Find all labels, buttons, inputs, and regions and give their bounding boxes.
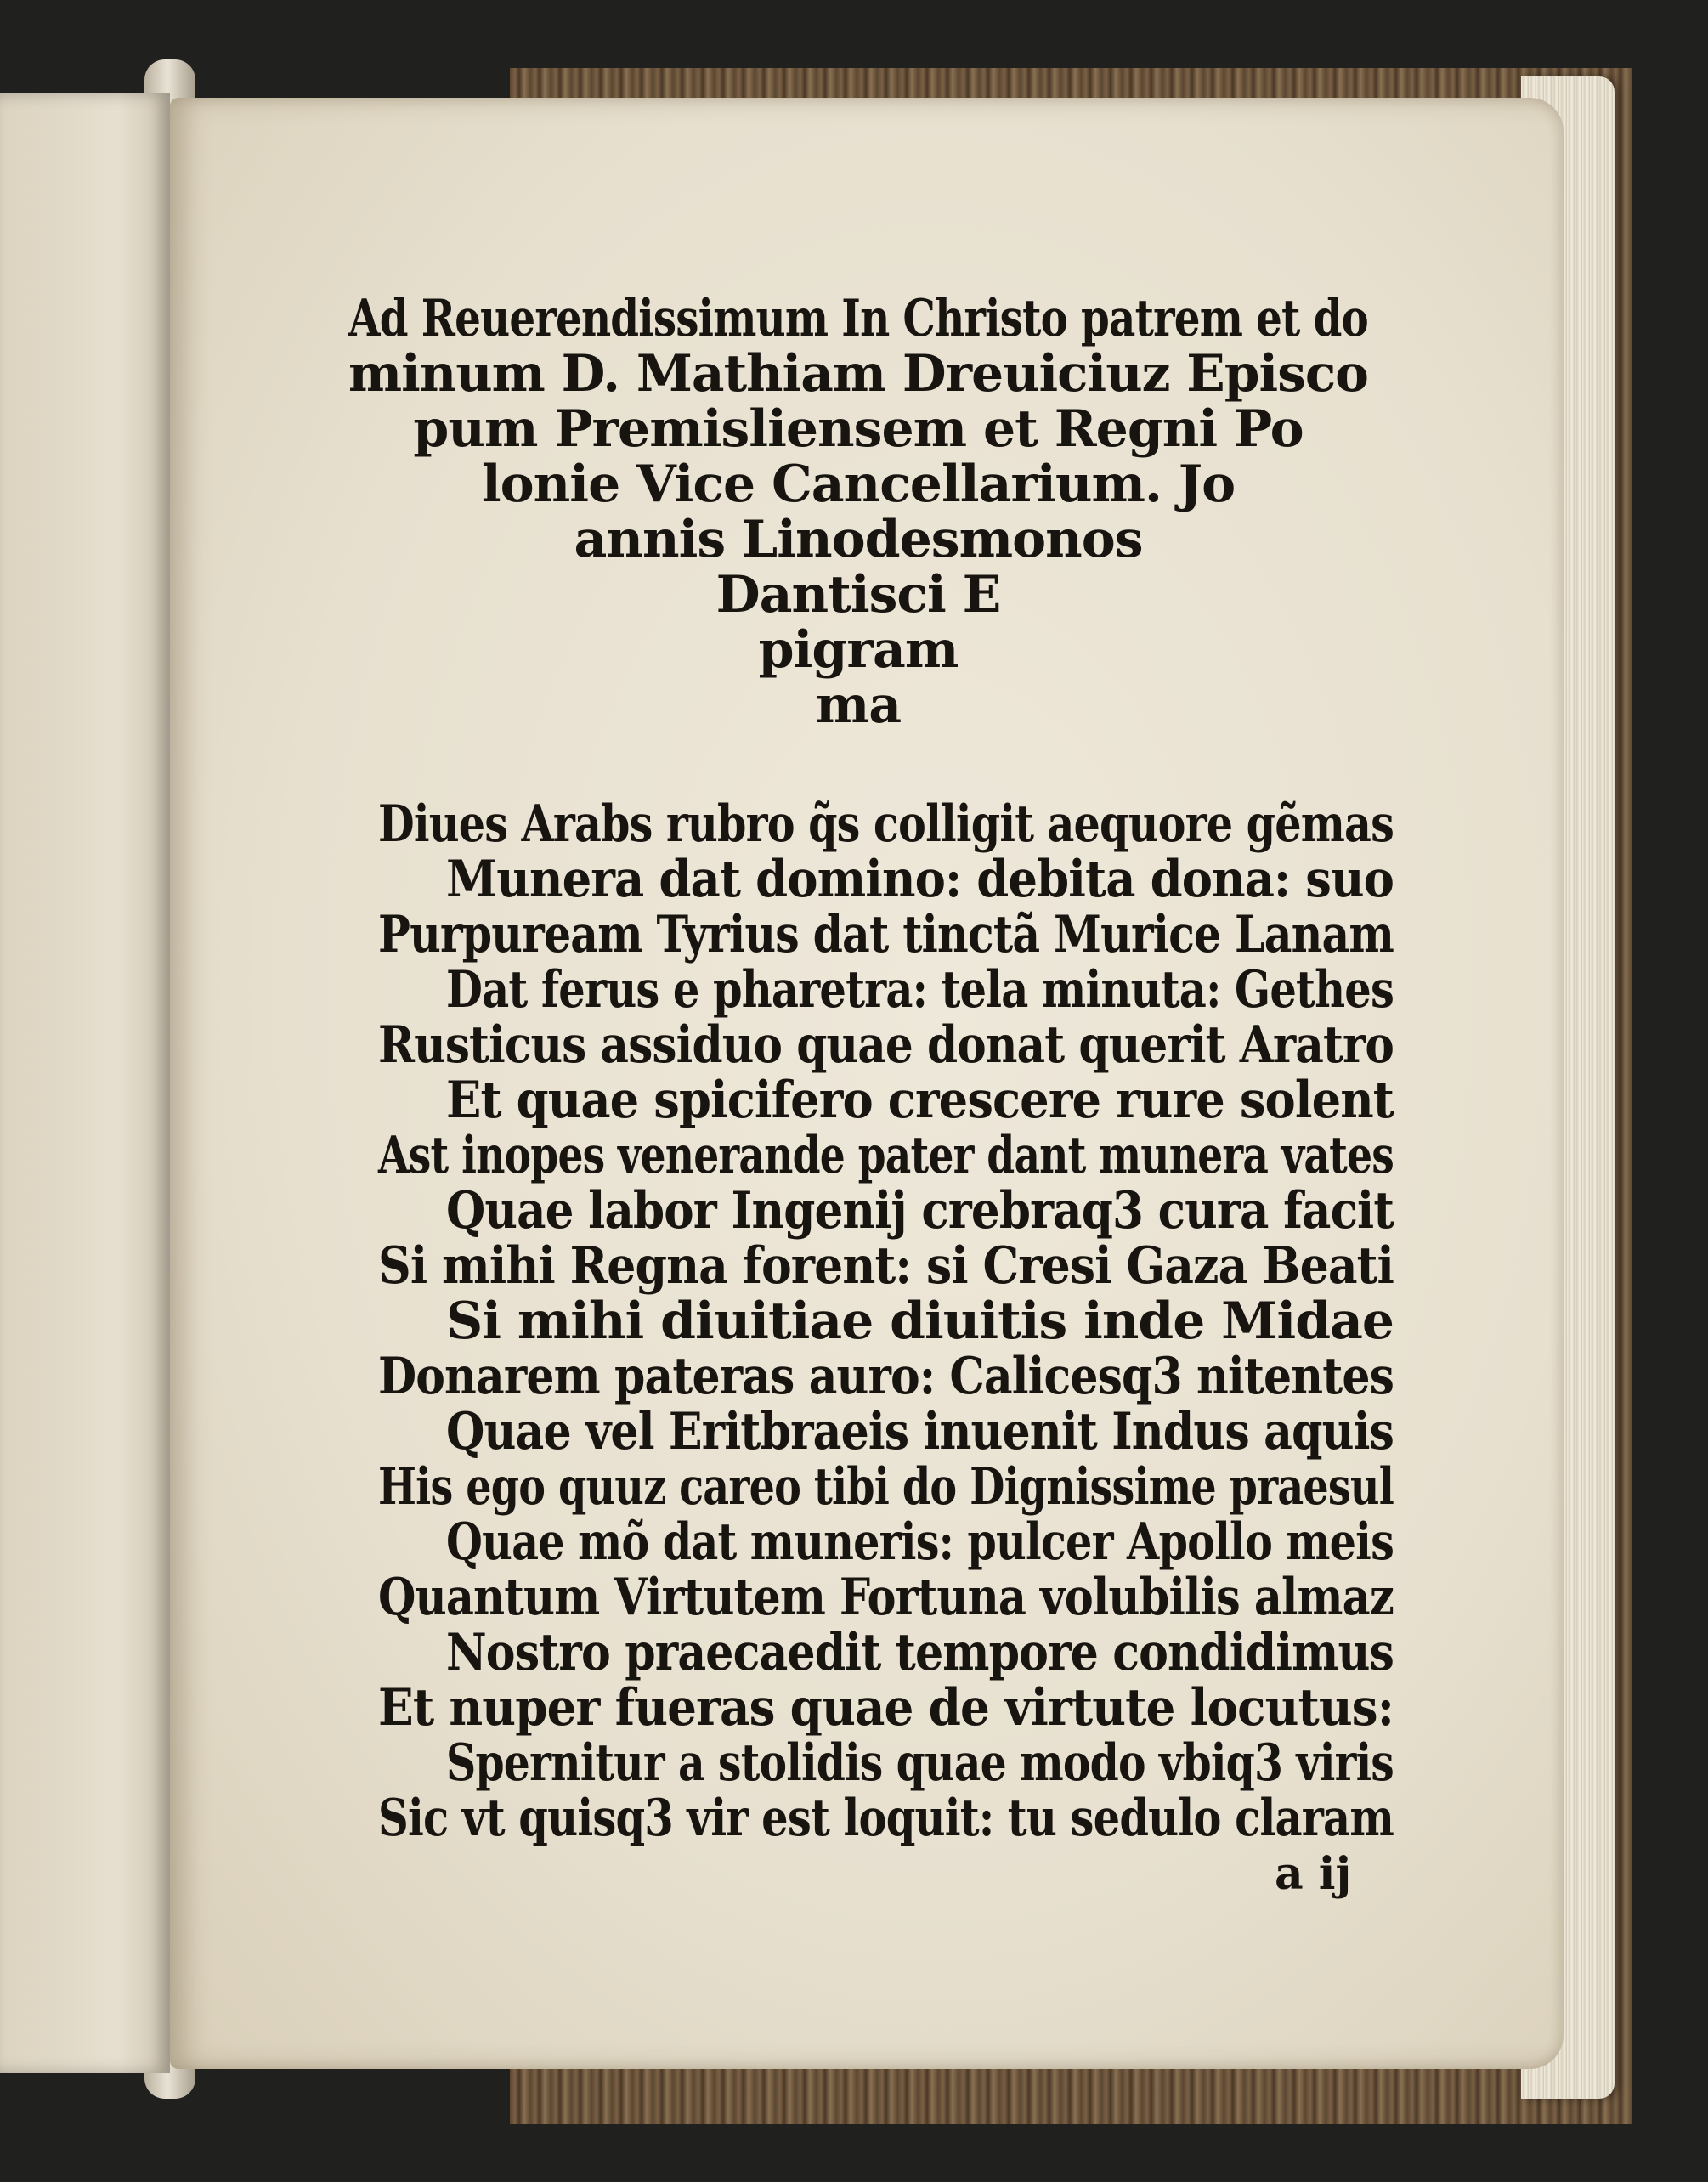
poem-line-18: Spernitur a stolidis quae modo vbiq3 viris xyxy=(446,1733,1394,1793)
signature-mark: a ij xyxy=(1275,1848,1352,1900)
poem-line-1: Diues Arabs rubro q̃s colligit aequore gẽmas xyxy=(378,794,1394,854)
poem-line-19: Sic vt quisq3 vir est loquit: tu sedulo claram xyxy=(378,1789,1394,1848)
poem-line-16: Nostro praecaedit tempore condidimus xyxy=(446,1623,1394,1682)
poem-line-3: Purpuream Tyrius dat tinctã Murice Lanam xyxy=(378,905,1394,964)
poem-line-11: Donarem pateras auro: Calicesq3 nitentes xyxy=(378,1347,1394,1406)
heading-line-2: minum D. Mathiam Dreuiciuz Episco xyxy=(348,344,1368,404)
poem-line-17: Et nuper fueras quae de virtute locutus: xyxy=(378,1678,1394,1738)
poem-line-13: His ego quuz careo tibi do Dignissime praesul xyxy=(378,1457,1394,1517)
heading-line-4: lonie Vice Cancellarium. Jo xyxy=(481,455,1236,514)
poem-line-10: Si mihi diuitiae diuitis inde Midae xyxy=(446,1292,1394,1351)
poem-line-14: Quae mõ dat muneris: pulcer Apollo meis xyxy=(446,1512,1394,1572)
poem-line-8: Quae labor Ingenij crebraq3 cura facit xyxy=(446,1181,1394,1241)
heading-line-6: Dantisci E xyxy=(715,565,1001,625)
poem-line-12: Quae vel Eritbraeis inuenit Indus aquis xyxy=(446,1402,1394,1461)
poem-line-2: Munera dat domino: debita dona: suo xyxy=(446,850,1394,909)
facing-page-left xyxy=(0,93,170,2073)
poem-line-7: Ast inopes venerande pater dant munera vates xyxy=(378,1126,1394,1185)
heading-line-5: annis Linodesmonos xyxy=(574,510,1143,569)
heading-line-7: pigram xyxy=(758,620,959,680)
poem-line-4: Dat ferus e pharetra: tela minuta: Gethes xyxy=(446,960,1394,1020)
poem-line-6: Et quae spicifero crescere rure solent xyxy=(446,1071,1394,1130)
heading-line-1: Ad Reuerendissimum In Christo patrem et do xyxy=(348,289,1368,348)
heading-line-8: ma xyxy=(815,676,902,735)
poem-line-15: Quantum Virtutem Fortuna volubilis almaz xyxy=(378,1568,1394,1627)
heading-line-3: pum Premisliensem et Regni Po xyxy=(413,399,1304,459)
poem-line-5: Rusticus assiduo quae donat querit Aratro xyxy=(378,1015,1394,1075)
poem-line-9: Si mihi Regna forent: si Cresi Gaza Beati xyxy=(378,1236,1394,1296)
